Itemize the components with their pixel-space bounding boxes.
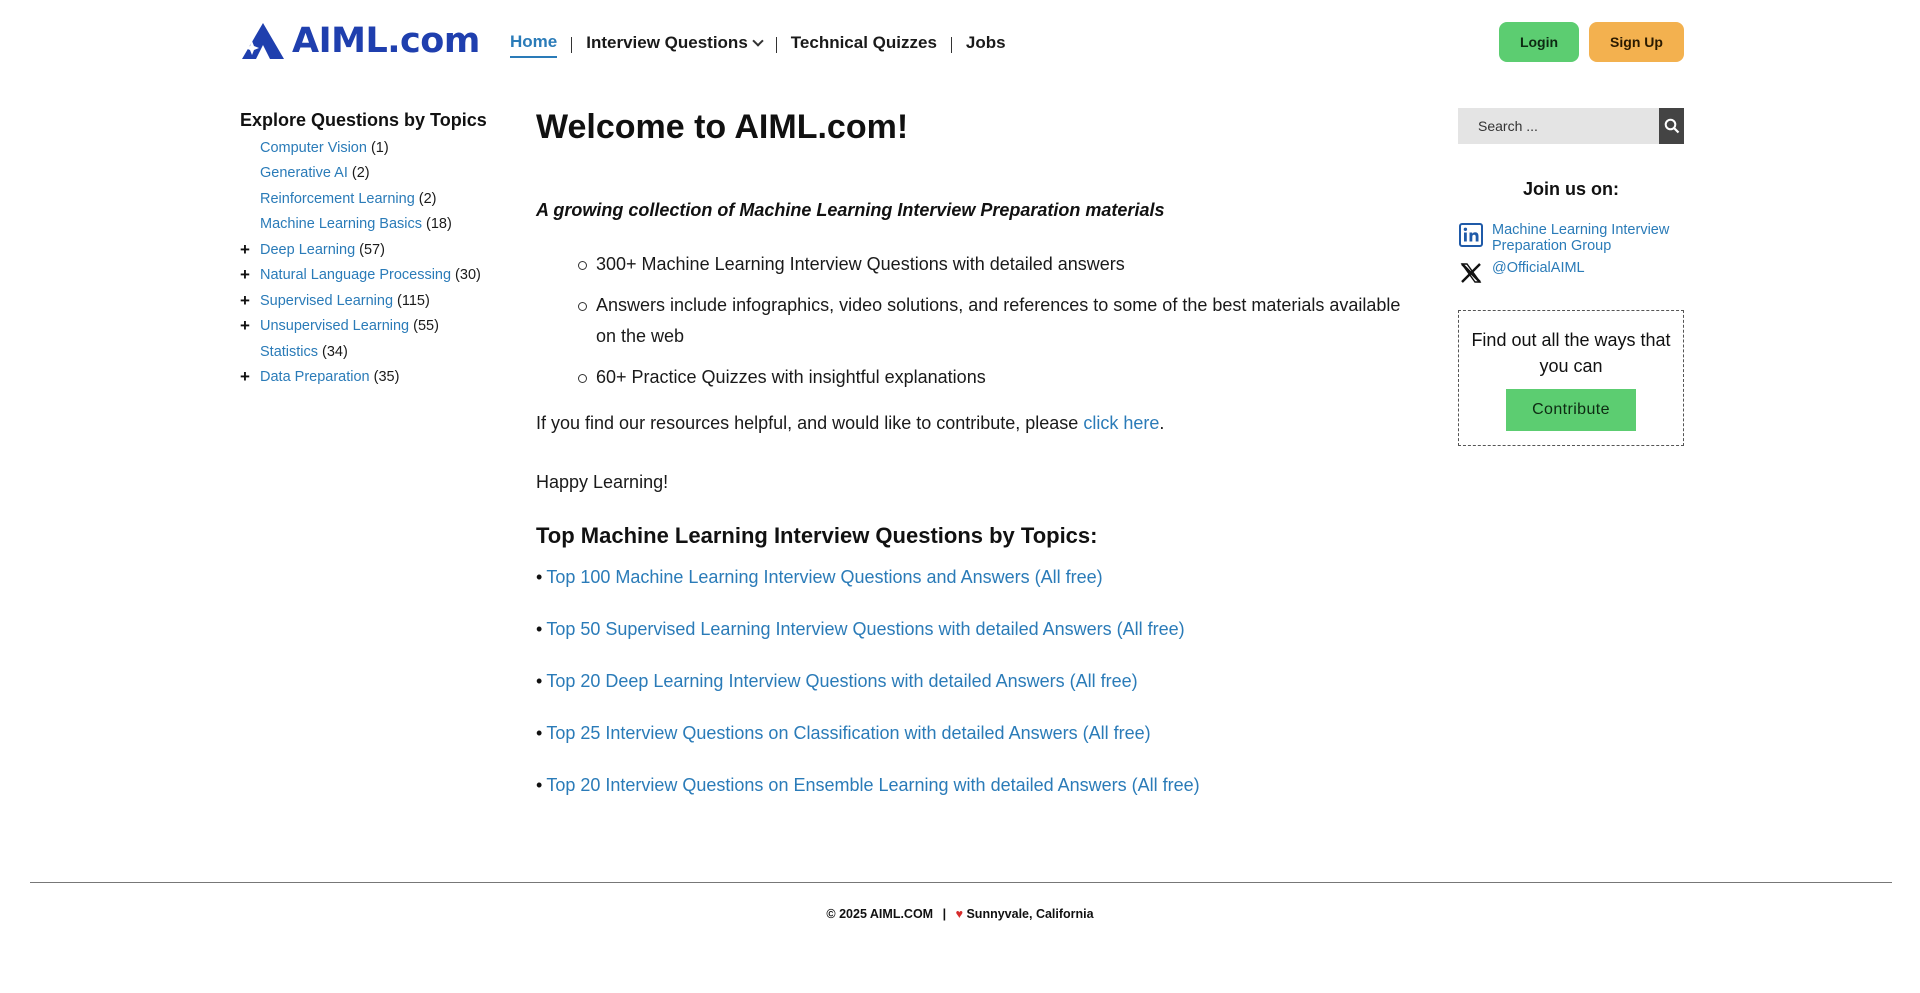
social-links	[1458, 222, 1684, 286]
topics-sidebar	[240, 110, 510, 390]
footer-divider	[30, 882, 1892, 883]
expand-plus-icon[interactable]: +	[240, 316, 250, 336]
topic-link[interactable]: Reinforcement Learning	[260, 190, 415, 207]
topic-count: (35)	[373, 369, 400, 386]
bullet: •	[536, 671, 543, 691]
site-logo[interactable]	[240, 21, 480, 61]
list-item	[536, 775, 1416, 827]
topic-item	[240, 365, 510, 391]
feature-item: 60+ Practice Quizzes with insightful explanations	[596, 362, 1416, 393]
bullet: •	[536, 775, 543, 795]
social-x	[1458, 260, 1684, 286]
topic-item	[240, 237, 510, 263]
expand-plus-icon[interactable]: +	[240, 239, 250, 259]
topic-link[interactable]: Computer Vision	[260, 139, 367, 156]
topic-item	[240, 263, 510, 289]
social-linkedin	[1458, 222, 1684, 254]
topic-item	[240, 212, 510, 238]
nav-divider	[776, 37, 777, 53]
happy-learning-text: Happy Learning!	[536, 472, 669, 492]
auth-buttons	[1499, 22, 1684, 62]
topic-count: (1)	[370, 139, 389, 156]
footer-location: Sunnyvale, California	[966, 907, 1094, 921]
topic-link[interactable]: Machine Learning Basics	[260, 216, 423, 233]
question-link[interactable]: Top 50 Supervised Learning Interview Questions with detailed Answers (All free)	[546, 619, 1185, 639]
list-item	[536, 671, 1416, 723]
contribute-box-text: Find out all the ways that you can	[1471, 330, 1671, 376]
heart-icon: ♥	[955, 907, 963, 921]
chevron-down-icon	[752, 35, 763, 46]
nav-interview-questions-label: Interview Questions	[586, 33, 748, 52]
topic-link[interactable]: Unsupervised Learning	[260, 318, 410, 335]
topic-count: (2)	[351, 165, 370, 182]
logo-icon	[240, 21, 286, 61]
search-icon	[1664, 118, 1680, 134]
list-item	[536, 723, 1416, 775]
main-nav	[510, 32, 1006, 58]
x-link[interactable]: @OfficialAIML	[1492, 260, 1585, 276]
contribute-box	[1458, 310, 1684, 446]
main-content	[536, 108, 1416, 827]
topic-count: (55)	[413, 318, 439, 335]
linkedin-link[interactable]: Machine Learning Interview Preparation Group	[1492, 222, 1670, 254]
topic-item	[240, 314, 510, 340]
site-footer	[0, 907, 1920, 921]
expand-plus-icon[interactable]: +	[240, 290, 250, 310]
contribute-button[interactable]: Contribute	[1506, 389, 1636, 431]
click-here-link[interactable]: click here	[1083, 413, 1160, 433]
bullet: •	[536, 619, 543, 639]
nav-technical-quizzes[interactable]: Technical Quizzes	[790, 33, 937, 52]
bullet: •	[536, 723, 543, 743]
expand-plus-icon[interactable]: +	[240, 265, 250, 285]
contribute-end: .	[1159, 413, 1165, 433]
bullet: •	[536, 567, 543, 587]
topics-title: Explore Questions by Topics	[240, 110, 487, 130]
topic-count: (18)	[426, 216, 452, 233]
topic-item	[240, 339, 510, 365]
page-title: Welcome to AIML.com!	[536, 108, 909, 146]
linkedin-icon[interactable]	[1458, 222, 1484, 248]
logo-text: AIML.com	[292, 21, 480, 61]
topic-count: (34)	[322, 343, 348, 360]
nav-home[interactable]: Home	[510, 32, 557, 58]
topic-link[interactable]: Natural Language Processing	[260, 267, 452, 284]
nav-jobs[interactable]: Jobs	[965, 33, 1006, 52]
top-questions-list	[536, 567, 1416, 827]
topic-item	[240, 135, 510, 161]
top-questions-heading: Top Machine Learning Interview Questions by Topics:	[536, 523, 1098, 548]
search-button[interactable]	[1659, 108, 1684, 144]
list-item	[536, 567, 1416, 619]
topic-count: (2)	[418, 190, 437, 207]
login-button[interactable]: Login	[1499, 22, 1579, 62]
feature-item: Answers include infographics, video solutions, and references to some of the best materials available on the web	[596, 290, 1416, 352]
search-input[interactable]	[1458, 108, 1659, 144]
list-item	[536, 619, 1416, 671]
topic-count: (57)	[359, 241, 385, 258]
nav-divider	[951, 37, 952, 53]
x-logo-icon[interactable]	[1458, 260, 1484, 286]
topic-link[interactable]: Statistics	[260, 343, 319, 360]
search-form	[1458, 108, 1684, 144]
topic-count: (30)	[455, 267, 481, 284]
tagline: A growing collection of Machine Learning Interview Preparation materials	[536, 200, 1165, 220]
copyright-text: © 2025 AIML.COM	[826, 907, 934, 921]
feature-list	[596, 249, 1416, 393]
feature-item: 300+ Machine Learning Interview Questions with detailed answers	[596, 249, 1416, 280]
topic-item	[240, 161, 510, 187]
contribute-text: If you find our resources helpful, and would like to contribute, please	[536, 413, 1084, 433]
contribute-paragraph	[536, 413, 1416, 434]
signup-button[interactable]: Sign Up	[1589, 22, 1684, 62]
topic-link[interactable]: Data Preparation	[260, 369, 370, 386]
topic-list	[240, 135, 510, 390]
question-link[interactable]: Top 100 Machine Learning Interview Questions and Answers (All free)	[546, 567, 1103, 587]
question-link[interactable]: Top 25 Interview Questions on Classification with detailed Answers (All free)	[546, 723, 1151, 743]
topic-count: (115)	[397, 292, 430, 309]
topic-link[interactable]: Supervised Learning	[260, 292, 394, 309]
topic-item	[240, 186, 510, 212]
right-sidebar	[1458, 108, 1684, 446]
question-link[interactable]: Top 20 Deep Learning Interview Questions with detailed Answers (All free)	[546, 671, 1138, 691]
join-us-title: Join us on:	[1523, 179, 1619, 199]
site-header	[240, 20, 1684, 84]
footer-separator: |	[942, 907, 947, 921]
topic-link[interactable]: Generative AI	[260, 165, 348, 182]
nav-interview-questions[interactable]	[586, 33, 762, 57]
question-link[interactable]: Top 20 Interview Questions on Ensemble Learning with detailed Answers (All free)	[546, 775, 1200, 795]
topic-link[interactable]: Deep Learning	[260, 241, 356, 258]
nav-divider	[571, 37, 572, 53]
expand-plus-icon[interactable]: +	[240, 367, 250, 387]
topic-item	[240, 288, 510, 314]
